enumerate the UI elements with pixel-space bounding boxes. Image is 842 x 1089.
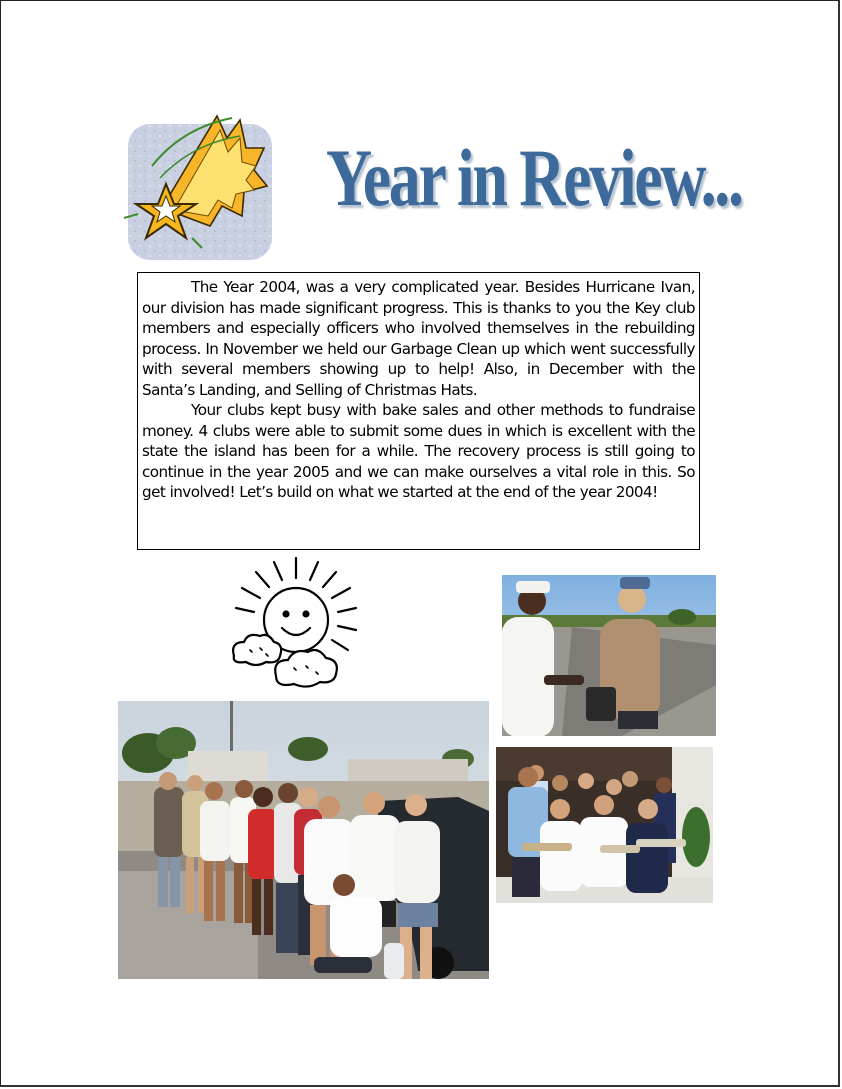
page-title: Year in Review...: [326, 132, 742, 223]
bake-sale-photo: [496, 747, 713, 903]
article-paragraph-2: Your clubs kept busy with bake sales and other methods to fundraise money. 4 clubs were able to submit some dues in which is excellent with the state the island has been for a while. The recovery process is still going to continue in the year 2005 and we can make ourselves a vital role in this. So get involved! Let’s build on what we started at the end of the year 2004!: [142, 401, 695, 501]
article-paragraph-1: The Year 2004, was a very complicated year. Besides Hurricane Ivan, our division has made significant progress. This is thanks to you the Key club members and especially officers who involved themselves in the rebuilding process. In November we held our Garbage Clean up which went successfully with several members showing up to help! Also, in December with the Santa’s Landing, and Selling of Christmas Hats.: [142, 278, 695, 399]
group-photo: [118, 701, 489, 979]
article-textbox: [137, 272, 700, 550]
shooting-star-clipart: [122, 108, 272, 260]
street-cleanup-photo: [502, 575, 716, 736]
sun-clipart: [220, 556, 360, 698]
